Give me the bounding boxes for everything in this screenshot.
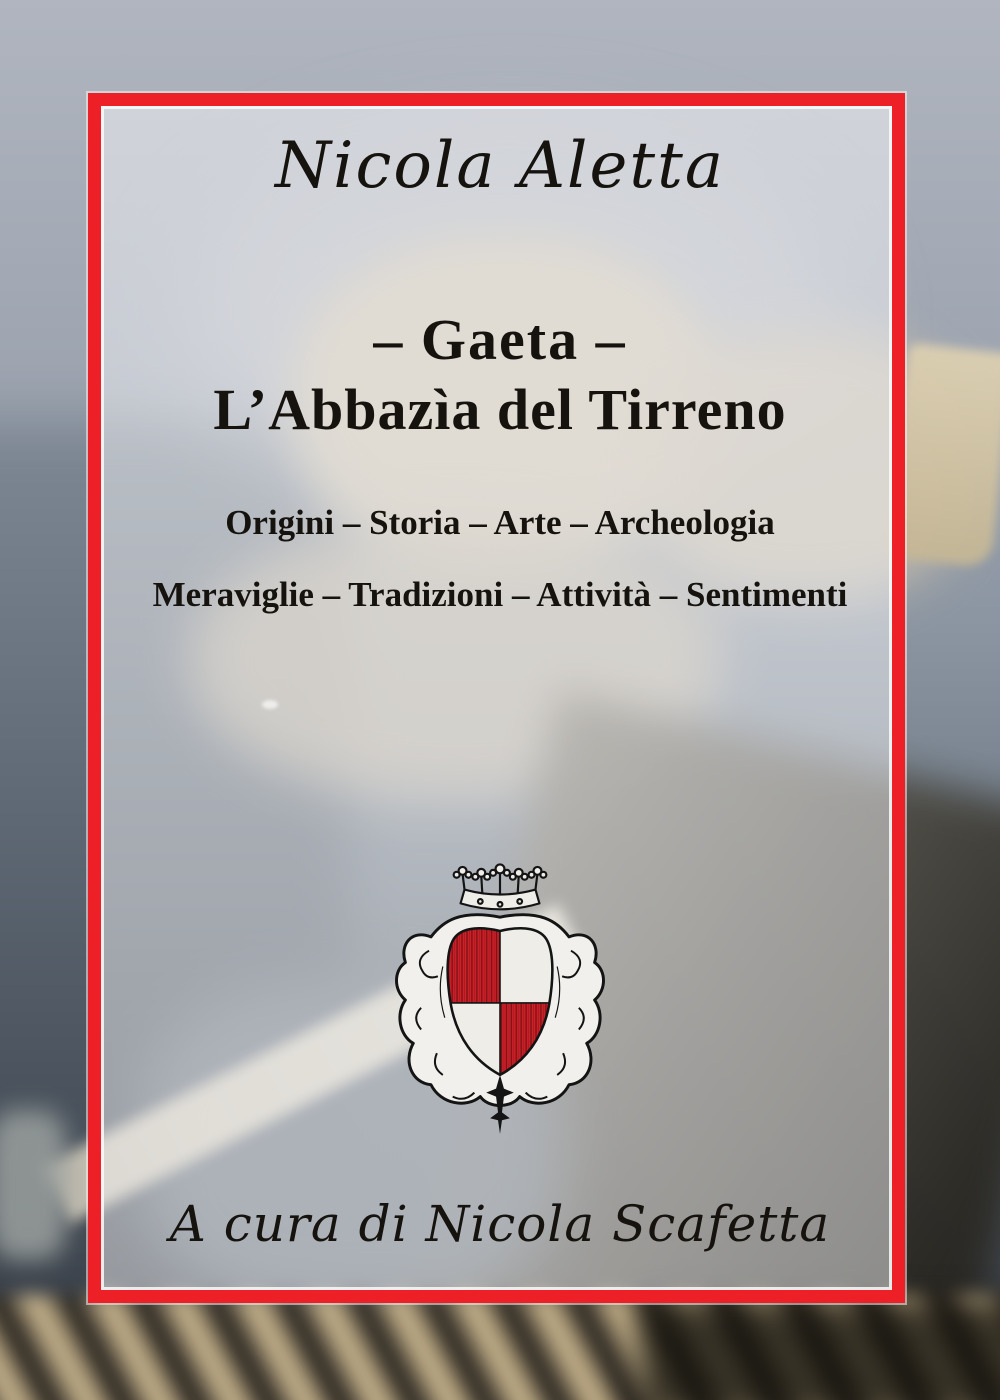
crown-icon <box>454 864 547 909</box>
credit-line: A cura di Nicola Scafetta <box>169 1195 831 1253</box>
photo-bottom-shadow <box>640 1300 1000 1400</box>
title-line-2: L’Abbazìa del Tirreno <box>213 377 787 442</box>
author-name: Nicola Aletta <box>275 129 725 203</box>
gaeta-coat-of-arms-icon <box>385 860 615 1136</box>
photo-breakwater <box>0 1110 68 1260</box>
subtitle-line-1: Origini – Storia – Arte – Archeologia <box>225 503 775 542</box>
title-line-1: – Gaeta – <box>373 307 627 372</box>
subtitle-line-2: Meraviglie – Tradizioni – Attività – Sentimenti <box>152 575 848 614</box>
